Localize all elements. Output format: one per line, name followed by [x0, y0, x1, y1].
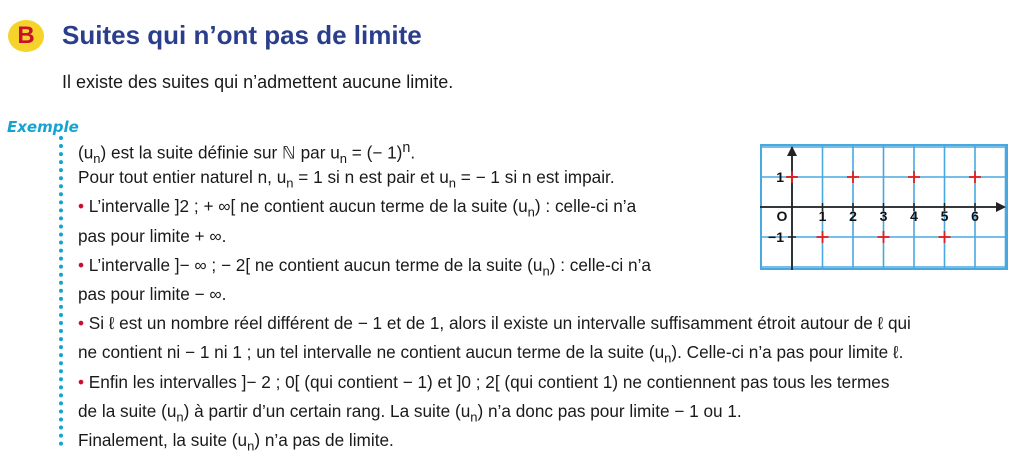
x-tick-label: O [776, 208, 788, 224]
example-line-9: • Enfin les intervalles ]− 2 ; 0[ (qui contient − 1) et ]0 ; 2[ (qui contient 1) ne contiennent pas tous les termes [78, 371, 890, 392]
example-label: Exemple [7, 118, 79, 136]
example-line-7: • Si ℓ est un nombre réel différent de − 1 et de 1, alors il existe un intervalle suffisamment étroit autour de ℓ qui [78, 313, 911, 334]
example-line-8: ne contient ni − 1 ni 1 ; un tel intervalle ne contient aucun terme de la suite $(u_n)$. Celle-ci n’a pas pour limite ℓ. [78, 342, 904, 366]
point-mark [908, 171, 920, 183]
intro-text: Il existe des suites qui n’admettent aucune limite. [62, 72, 454, 92]
point-mark [786, 171, 798, 183]
x-tick-label: 1 [818, 208, 827, 224]
point-mark [969, 171, 981, 183]
x-tick-label: 5 [940, 208, 949, 224]
example-line-5: • L’intervalle ]− ∞ ; − 2[ ne contient aucun terme de la suite $(u_n)$ : celle-ci n’a [78, 254, 651, 279]
example-line-2: Pour tout entier naturel n, $u_n = 1$ si n est pair et $u_n$ = − 1 si n est impair. [78, 167, 615, 191]
point-mark [878, 231, 890, 243]
example-line-11: Finalement, la suite $(u_n)$ n’a pas de limite. [78, 429, 394, 454]
sequence-graph [760, 144, 1008, 270]
example-dotted-rule [59, 136, 63, 446]
section-title: Suites qui n’ont pas de limite [62, 20, 422, 50]
x-tick-label: 2 [849, 208, 857, 224]
example-line-1: $(u_n)$ est la suite définie sur ℕ par $u_n$ = (− 1)$^n$. [78, 140, 416, 167]
example-line-6: pas pour limite − ∞. [78, 283, 227, 304]
x-tick-label: 4 [910, 208, 918, 224]
example-line-4: pas pour limite + ∞. [78, 225, 227, 246]
example-line-10: de la suite $(u_n)$ à partir d’un certain rang. La suite $(u_n)$ n’a donc pas pour limite − 1 ou 1. [78, 400, 742, 425]
point-mark [939, 231, 951, 243]
y-tick-label: −1 [768, 229, 784, 245]
point-mark [847, 171, 859, 183]
y-tick-label: 1 [776, 169, 784, 185]
section-badge: B [8, 20, 44, 52]
x-axis-arrow [996, 202, 1006, 212]
x-tick-label: 6 [971, 208, 979, 224]
example-line-3: • L’intervalle ]2 ; + ∞[ ne contient aucun terme de la suite $(u_n)$ : celle-ci n’a [78, 196, 637, 220]
point-mark [817, 231, 829, 243]
x-tick-label: 3 [879, 208, 888, 224]
